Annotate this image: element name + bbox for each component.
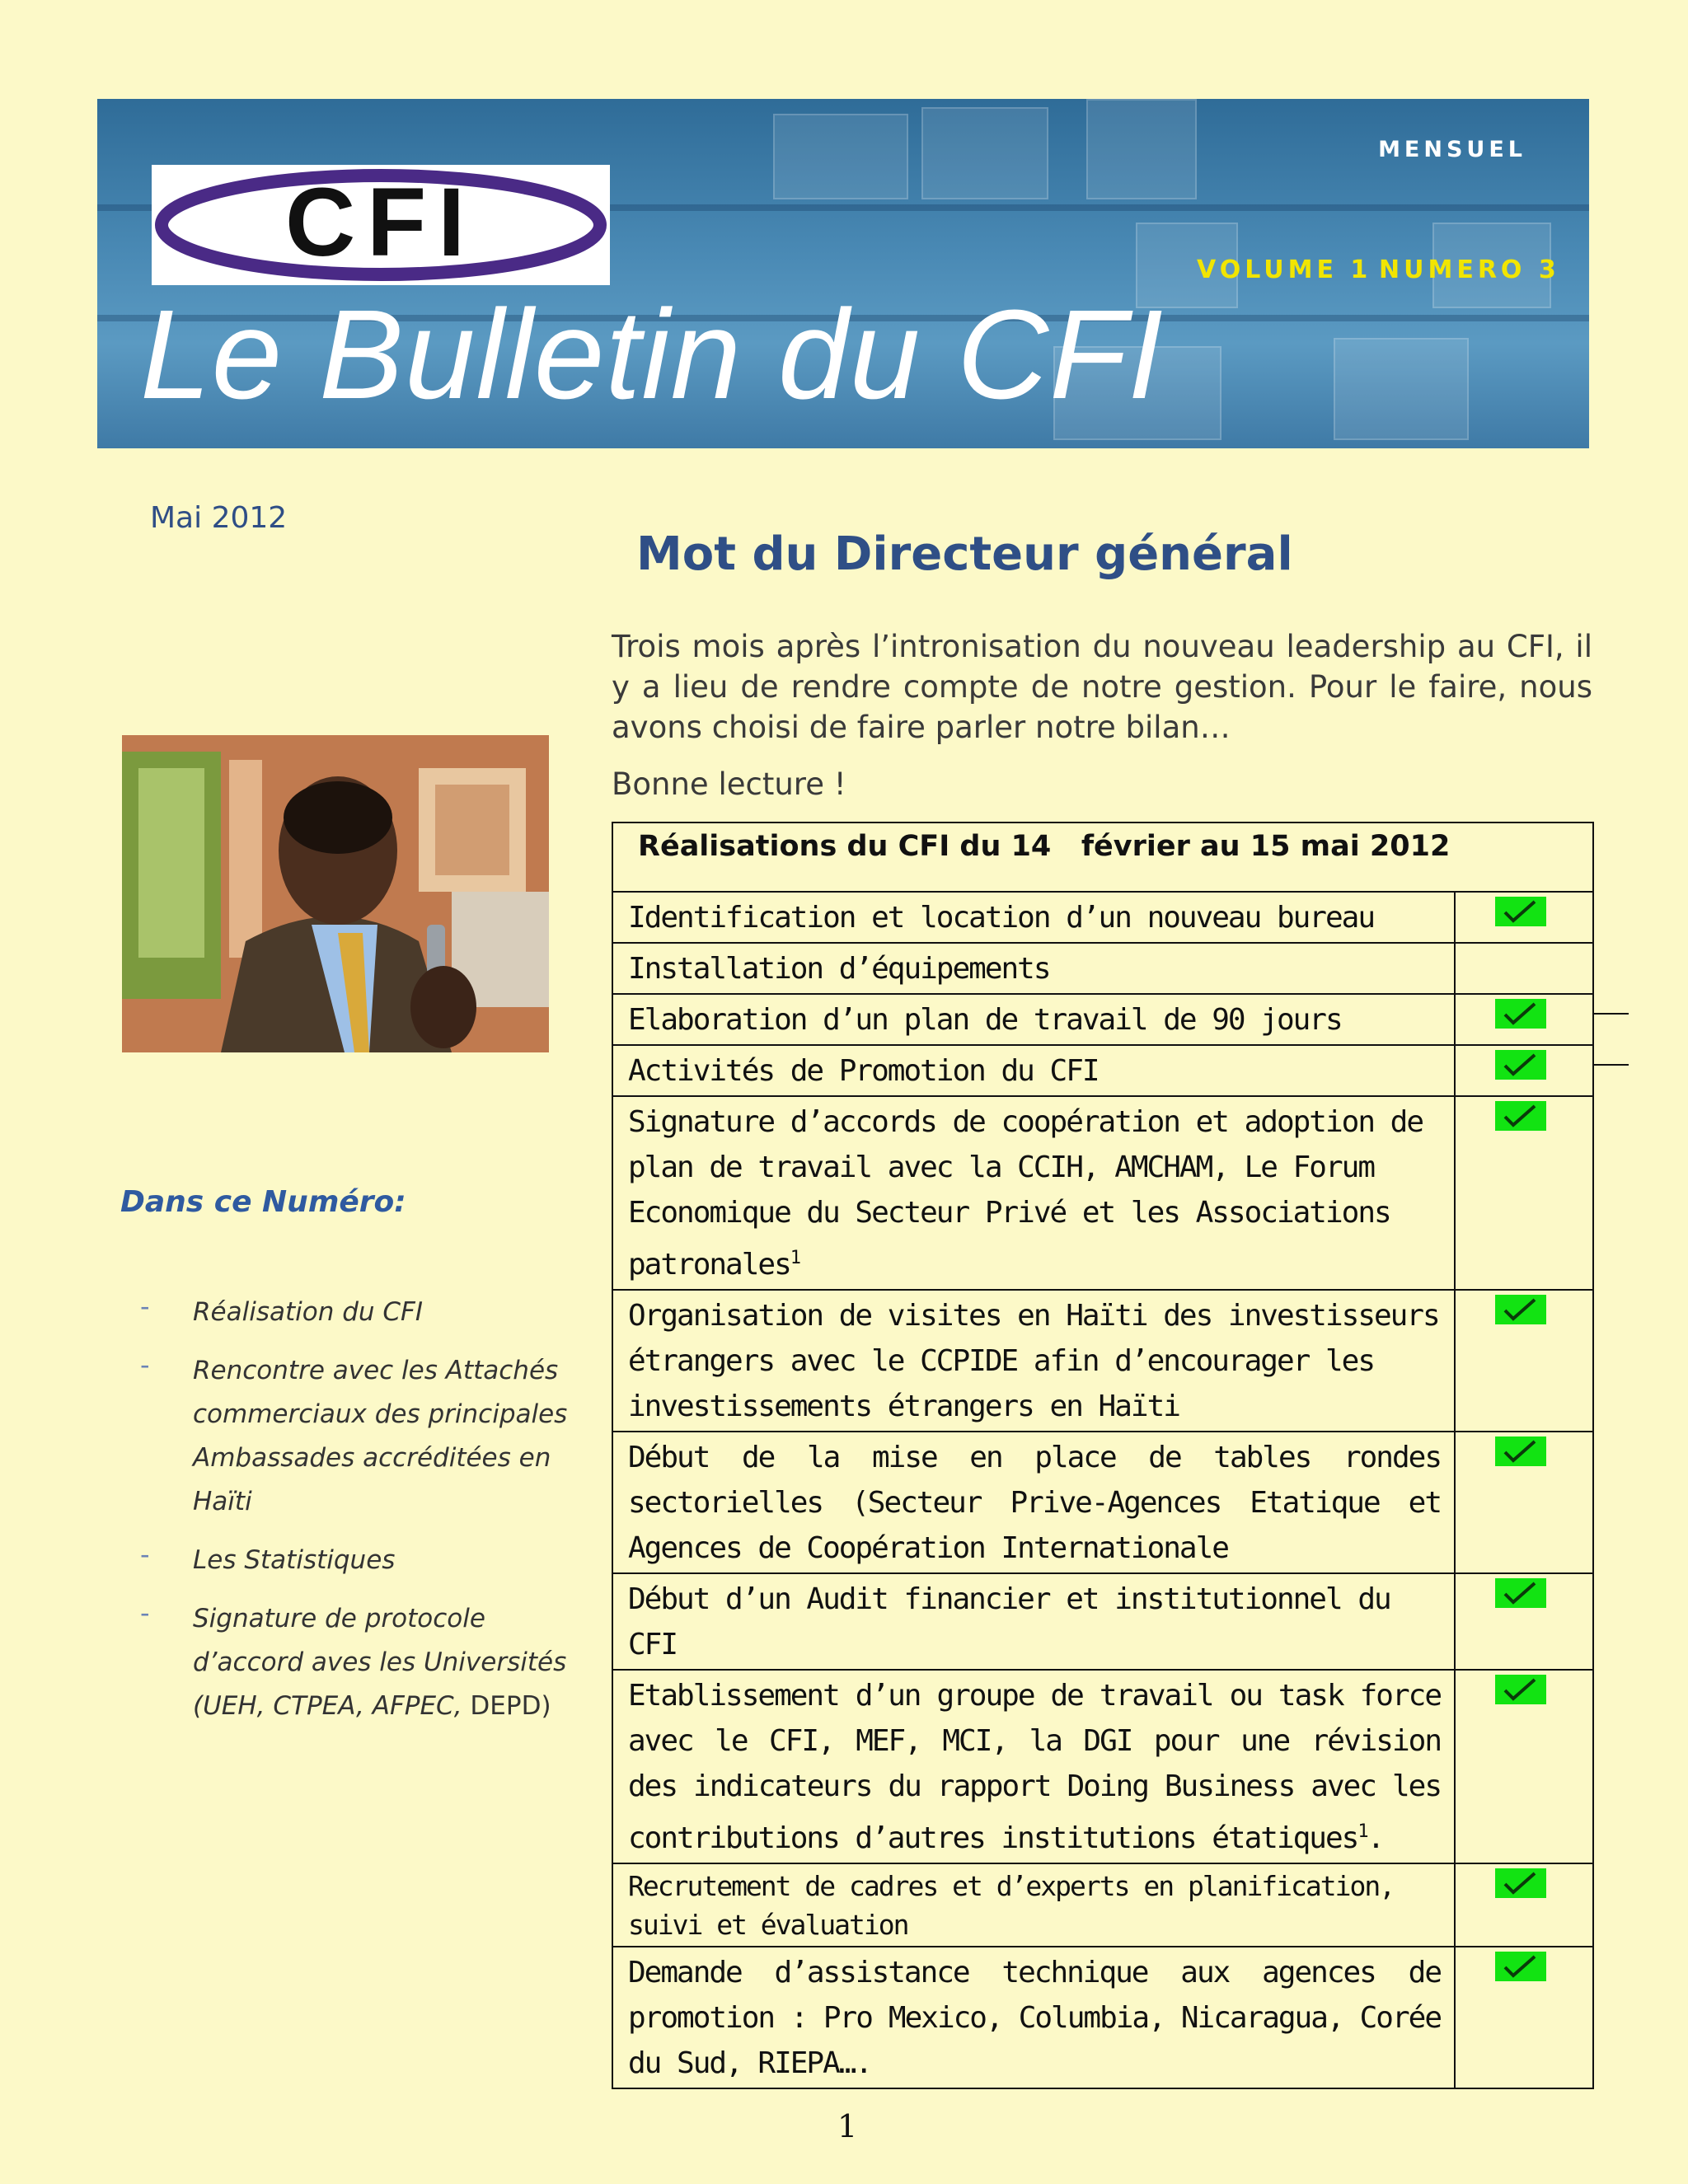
cfi-logo [152, 165, 610, 285]
achievement-cell [613, 1671, 1456, 1863]
status-cell [1456, 1864, 1592, 1946]
banner-window [1086, 99, 1197, 199]
greeting: Bonne lecture ! [612, 766, 846, 802]
table-row [612, 1432, 1594, 1574]
achievement-cell [613, 995, 1456, 1044]
issue-item-text: Rencontre avec les Attachés commerciaux des principales Ambassades accréditées en Haïti [193, 1356, 568, 1516]
achievement-text: Organisation de visites en Haïti des investisseurs étrangers avec le CCPIDE afin d’encourager les investissements étrangers en Haïti [628, 1299, 1439, 1423]
table-row [612, 1097, 1594, 1291]
achievement-text: Recrutement de cadres et d’experts en planification, suivi et évaluation [628, 1870, 1395, 1941]
achievement-text: Activités de Promotion du CFI [628, 1054, 1099, 1088]
director-portrait [122, 735, 549, 1052]
issue-number-label: NUMERO 3 [1379, 255, 1560, 284]
in-this-issue-title: Dans ce Numéro: [120, 1185, 406, 1219]
achievement-cell [613, 944, 1456, 993]
checkmark-icon [1495, 999, 1546, 1029]
achievement-text: Demande d’assistance technique aux agences de promotion : Pro Mexico, Columbia, Nicaragua, Corée du Sud, RIEPA…. [628, 1956, 1441, 2080]
table-title: Réalisations du CFI du 14 février au 15 mai 2012 [612, 822, 1594, 893]
achievement-text: Identification et location d’un nouveau bureau [628, 901, 1374, 935]
achievement-text: Début de la mise en place de tables rondes sectorielles (Secteur Prive-Agences Etatique et Agences de Coopération Internationale [628, 1441, 1441, 1565]
list-dash: - [140, 1539, 150, 1570]
checkmark-icon [1495, 1101, 1546, 1131]
status-cell [1456, 1574, 1592, 1669]
checkmark-icon [1495, 1868, 1546, 1898]
table-row [612, 893, 1594, 944]
checkmark-icon [1495, 1952, 1546, 1981]
status-cell [1456, 1947, 1592, 2088]
issue-item-text-main: Signature de protocole d’accord aves les Universités (UEH, CTPEA, AFPEC, [193, 1604, 567, 1721]
issue-item-text [193, 1597, 569, 1728]
svg-text:CFI: CFI [284, 168, 477, 277]
table-body [612, 893, 1594, 2089]
footnote-marker: 1 [1357, 1821, 1367, 1842]
page-number: 1 [837, 2108, 858, 2144]
achievement-text: Signature d’accords de coopération et adoption de plan de travail avec la CCIH, AMCHAM, Le Forum Economique du Secteur Privé et les Associations patronales [628, 1105, 1423, 1282]
achievement-text: Début d’un Audit financier et institutionnel du CFI [628, 1582, 1390, 1661]
issue-date: Mai 2012 [150, 501, 288, 535]
table-row [612, 1864, 1594, 1947]
in-this-issue-list [140, 1291, 569, 1743]
volume-label: VOLUME 1 [1197, 255, 1372, 284]
table-row [612, 1671, 1594, 1864]
section-title: Mot du Directeur général [636, 527, 1293, 581]
table-rule-extension [1592, 1013, 1629, 1015]
table-rule-extension [1592, 1064, 1629, 1066]
achievement-cell [613, 1291, 1456, 1431]
header-banner [97, 99, 1589, 448]
table-row [612, 995, 1594, 1046]
issue-item-text: Les Statistiques [193, 1545, 396, 1575]
list-dash: - [140, 1349, 150, 1380]
cfi-logo-graphic [152, 165, 610, 285]
list-dash: - [140, 1291, 150, 1322]
status-cell [1456, 1671, 1592, 1863]
achievement-cell [613, 893, 1456, 942]
director-photo [122, 735, 549, 1052]
table-row [612, 1574, 1594, 1671]
banner-window [1334, 338, 1469, 440]
list-dash: - [140, 1597, 150, 1629]
table-row [612, 1291, 1594, 1432]
achievement-cell [613, 1097, 1456, 1289]
achievement-cell [613, 1864, 1456, 1946]
checkmark-icon [1495, 1050, 1546, 1080]
table-row [612, 1947, 1594, 2089]
achievement-text: Etablissement d’un groupe de travail ou task force avec le CFI, MEF, MCI, la DGI pour une révision des indicateurs du rapport Doing Business avec les contributions d’autres institutions étatiques [628, 1679, 1441, 1855]
list-item [140, 1291, 569, 1334]
achievement-text-tail: . [1367, 1821, 1384, 1855]
banner-window [773, 114, 908, 199]
achievements-table [612, 822, 1594, 2089]
status-cell [1456, 1097, 1592, 1289]
checkmark-icon [1495, 1578, 1546, 1608]
table-row [612, 1046, 1594, 1097]
achievement-cell [613, 1432, 1456, 1572]
issue-item-text-tail: DEPD) [462, 1691, 551, 1721]
checkmark-icon [1495, 1295, 1546, 1324]
status-cell [1456, 1291, 1592, 1431]
status-cell [1456, 944, 1592, 993]
list-item [140, 1349, 569, 1524]
achievement-cell [613, 1046, 1456, 1095]
achievement-cell [613, 1947, 1456, 2088]
issue-item-text: Réalisation du CFI [193, 1297, 424, 1327]
achievement-cell [613, 1574, 1456, 1669]
table-row [612, 944, 1594, 995]
status-cell [1456, 893, 1592, 942]
achievement-text: Installation d’équipements [628, 952, 1050, 986]
status-cell [1456, 1432, 1592, 1572]
banner-window [921, 107, 1048, 199]
footnote-marker: 1 [790, 1248, 799, 1268]
status-cell [1456, 1046, 1592, 1095]
status-cell [1456, 995, 1592, 1044]
list-item [140, 1539, 569, 1582]
checkmark-icon [1495, 1675, 1546, 1704]
list-item [140, 1597, 569, 1728]
checkmark-icon [1495, 1436, 1546, 1466]
intro-paragraph: Trois mois après l’intronisation du nouveau leadership au CFI, il y a lieu de rendre compte de notre gestion. Pour le faire, nous avons choisi de faire parler notre bilan… [612, 629, 1592, 745]
frequency-label: MENSUEL [1378, 137, 1526, 162]
bulletin-title: Le Bulletin du CFI [140, 284, 1165, 425]
achievement-text: Elaboration d’un plan de travail de 90 jours [628, 1003, 1342, 1037]
checkmark-icon [1495, 897, 1546, 926]
